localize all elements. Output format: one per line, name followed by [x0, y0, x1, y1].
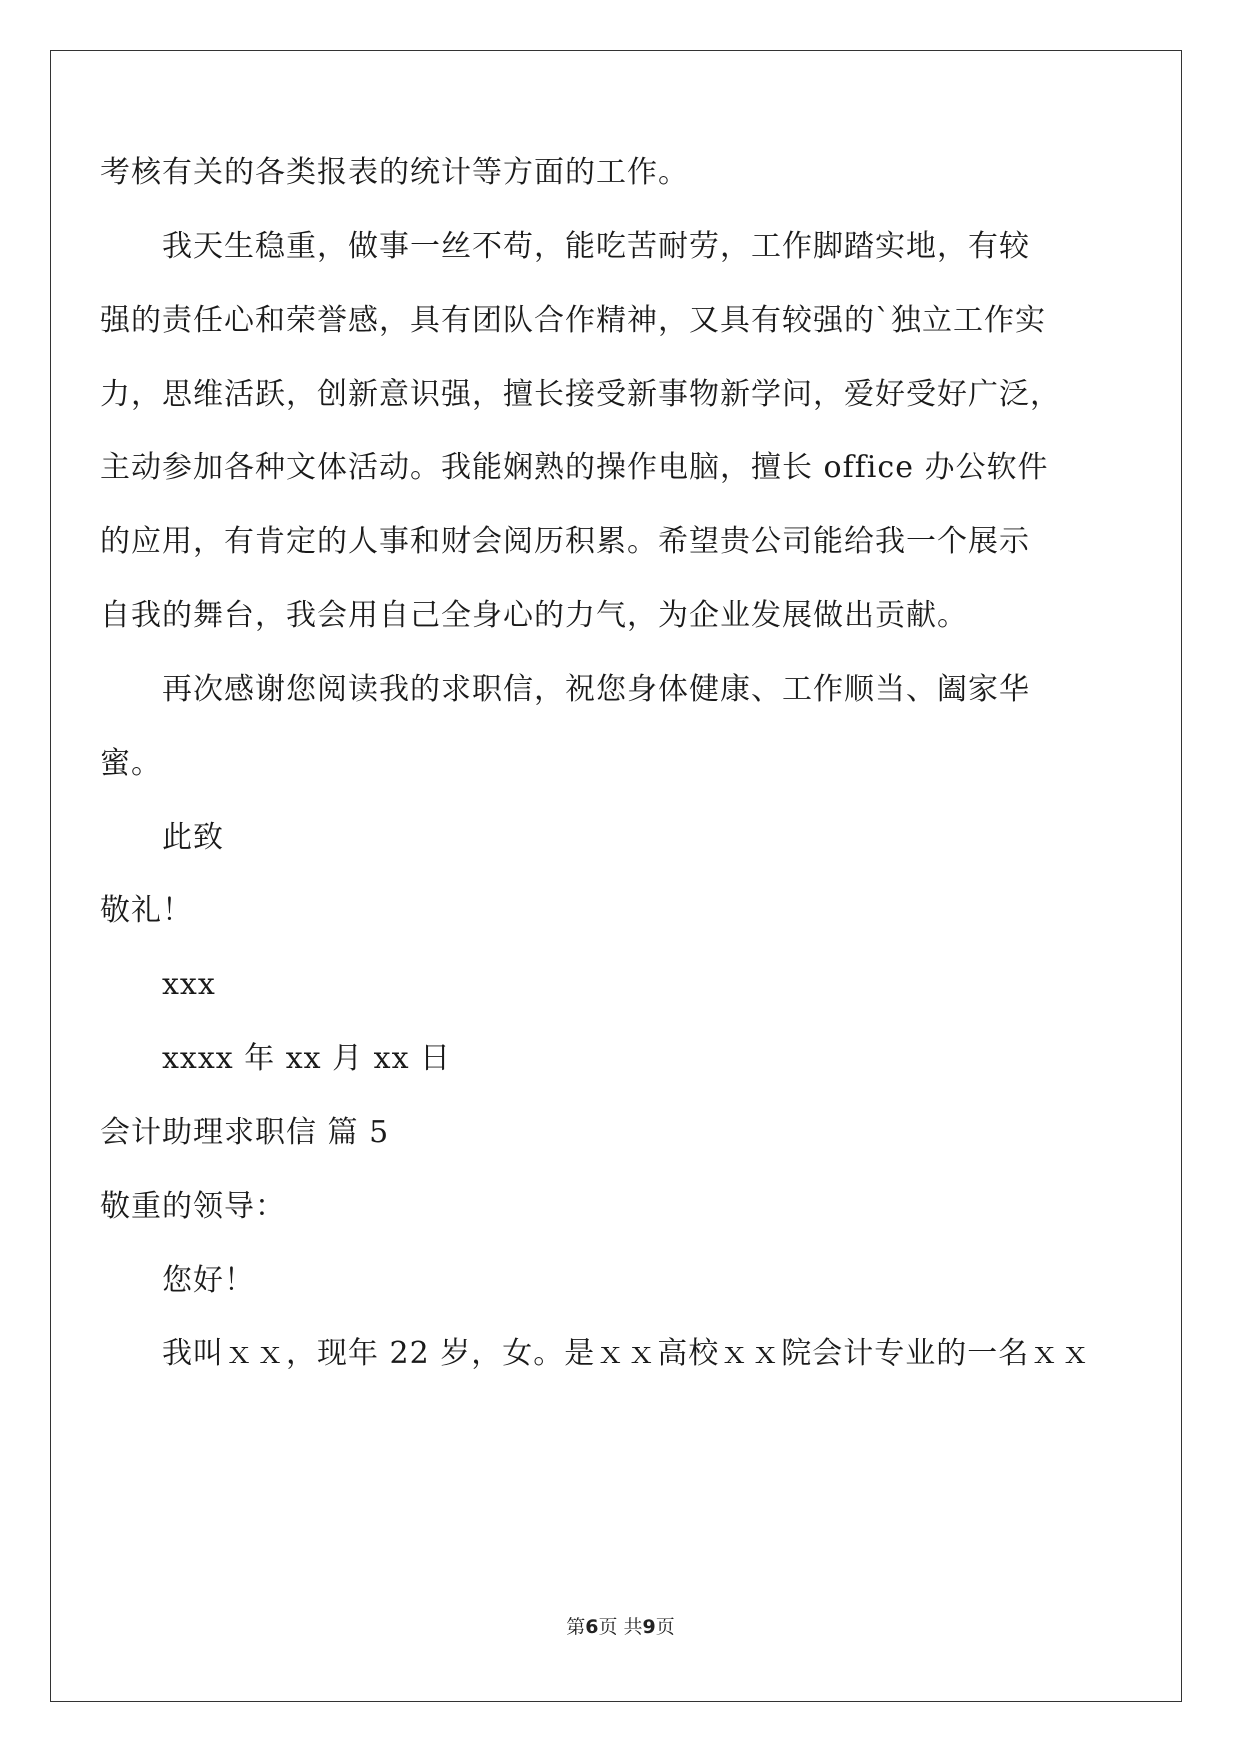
signature-name: xxx — [162, 967, 216, 1002]
body-line: 主动参加各种文体活动。我能娴熟的操作电脑，擅长 office 办公软件 — [100, 450, 1049, 485]
body-line-paragraph-start: 我叫ｘｘ，现年 22 岁，女。是ｘｘ高校ｘｘ院会计专业的一名ｘｘ — [162, 1336, 1092, 1371]
body-line-paragraph-start: 我天生稳重，做事一丝不苟，能吃苦耐劳，工作脚踏实地，有较 — [162, 229, 1030, 264]
current-page-number: 6 — [585, 1616, 599, 1638]
footer-middle: 页 共 — [598, 1616, 643, 1638]
body-line: 强的责任心和荣誉感，具有团队合作精神，又具有较强的`独立工作实 — [100, 303, 1046, 338]
signature-date: xxxx 年 xx 月 xx 日 — [162, 1041, 452, 1076]
body-line-paragraph-start: 再次感谢您阅读我的求职信，祝您身体健康、工作顺当、阖家华 — [162, 672, 1030, 707]
body-line: 的应用，有肯定的人事和财会阅历积累。希望贵公司能给我一个展示 — [100, 524, 1030, 559]
total-pages-number: 9 — [642, 1616, 656, 1638]
body-line: 蜜。 — [100, 746, 162, 781]
closing-regards: 敬礼！ — [100, 893, 193, 928]
page-footer — [0, 1612, 1241, 1639]
letter-greeting: 您好！ — [162, 1263, 255, 1298]
page-border — [50, 50, 1182, 1702]
body-line-continuation: 考核有关的各类报表的统计等方面的工作。 — [100, 155, 689, 190]
letter-addressee: 敬重的领导： — [100, 1189, 286, 1224]
footer-suffix: 页 — [655, 1616, 675, 1638]
footer-prefix: 第 — [566, 1616, 586, 1638]
closing-salutation: 此致 — [162, 820, 224, 855]
body-line: 力，思维活跃，创新意识强，擅长接受新事物新学问，爱好受好广泛， — [100, 377, 1061, 412]
body-line: 自我的舞台，我会用自己全身心的力气，为企业发展做出贡献。 — [100, 598, 968, 633]
section-title: 会计助理求职信 篇 5 — [100, 1115, 390, 1150]
